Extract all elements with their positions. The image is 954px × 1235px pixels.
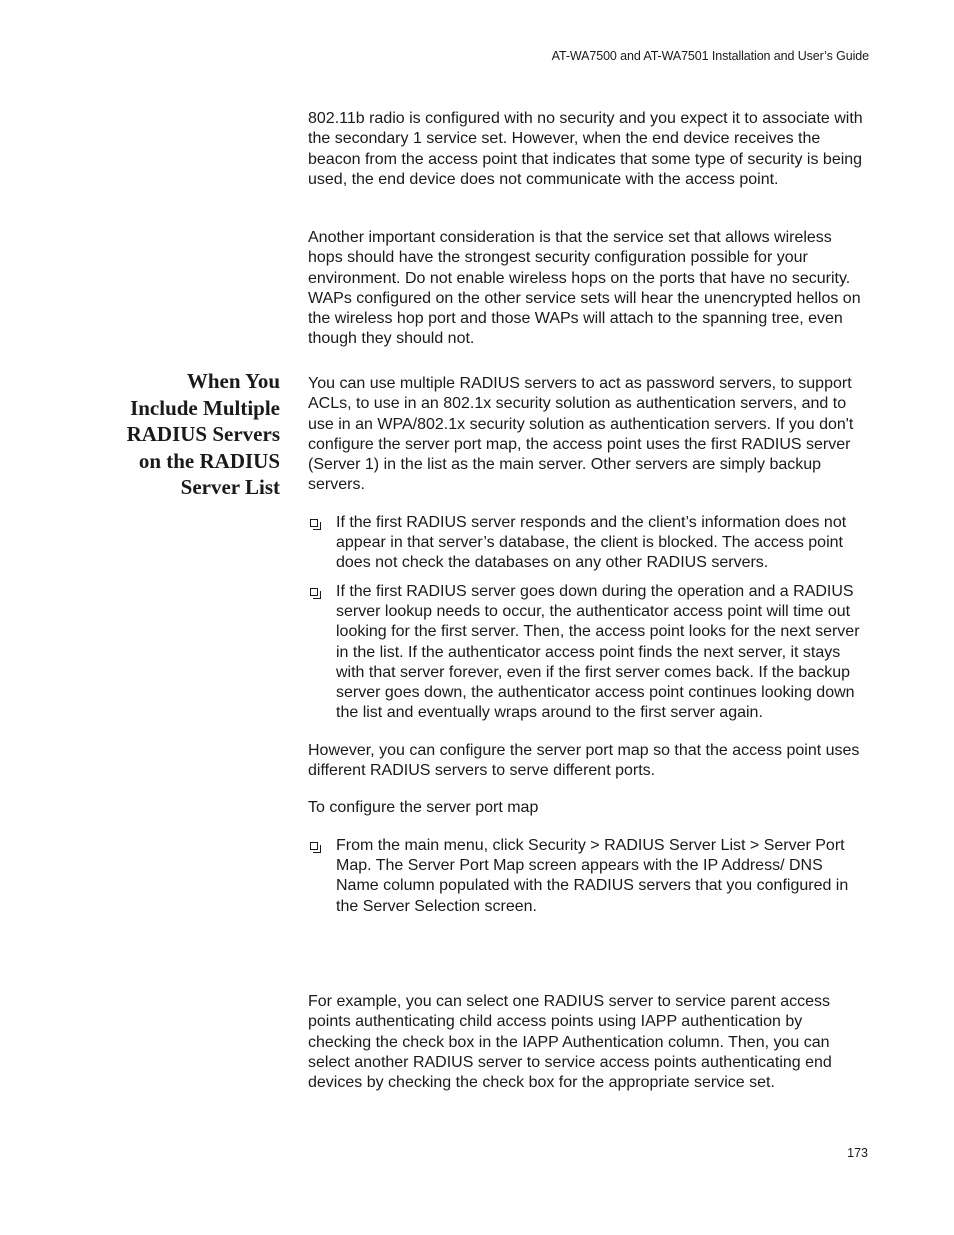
page-number: 173 [847,1146,868,1160]
section-paragraph-2: However, you can configure the server port map so that the access point uses different RADIUS servers to serve different ports. [308,741,860,780]
list-item [308,582,868,724]
heading-line: Include Multiple [130,395,280,420]
paragraph-text: 802.11b radio is configured with no security and you expect it to associate with the secondary 1 service set. However, when the end device receives the beacon from the access point that indicates that some type of security is being used, the end device does not communicate with the access point. [308,110,863,188]
bullet-list [308,513,868,724]
heading-line: When You [186,369,280,393]
procedure-list [308,836,868,917]
paragraph-text: Another important consideration is that the service set that allows wireless hops should have the strongest security configuration possible for your environment. Do not enable wireless hops on the ports that have no security. WAPs configured on the other service sets will hear the unencrypted hellos on the wireless hop port and those WAPs will attach to the spanning tree, even though they should not. [308,229,861,348]
checkbox-bullet-icon [310,842,318,850]
paragraph-text: For example, you can select one RADIUS server to service parent access points authenticating child access points using IAPP authentication by checking the check box in the IAPP Authentication column. Then, you can select another RADIUS server to service access points authenticating end devices by checking the check box for the appropriate service set. [308,993,832,1092]
list-item-text: If the first RADIUS server goes down during the operation and a RADIUS server lookup needs to occur, the authenticator access point will time out looking for the first server. Then, the access point looks for the next server in the list. If the authenticator access point finds the next server, it stays with that server forever, even if the first server comes back. If the backup server goes down, the authenticator access point continues looking down the list and eventually wraps around to the first server again. [336,582,860,722]
checkbox-bullet-icon [310,588,318,596]
heading-line: on the RADIUS [138,448,280,473]
section-paragraph-1: You can use multiple RADIUS servers to act as password servers, to support ACLs, to use in an 802.1x security solution as authentication servers, and to use in an WPA/802.1x security solution as authentication servers. If you don't configure the server port map, the access point uses the first RADIUS server (Server 1) in the list as the main server. Other servers are simply backup servers. [308,375,854,494]
intro-paragraph-2 [308,228,868,350]
heading-line: RADIUS Servers [126,422,280,446]
list-item [308,836,868,917]
intro-paragraph-1 [308,109,868,190]
list-item [308,513,868,574]
section-heading [60,368,280,501]
running-header: AT-WA7500 and AT-WA7501 Installation and User’s Guide [551,49,869,63]
procedure-intro: To configure the server port map [308,799,539,817]
heading-line: Server List [180,475,280,499]
section-body [308,374,868,917]
example-paragraph [308,992,868,1093]
list-item-text: From the main menu, click Security > RADIUS Server List > Server Port Map. The Server Port Map screen appears with the IP Address/ DNS Name column populated with the RADIUS servers that you configured in the Server Selection screen. [336,836,849,915]
list-item-text: If the first RADIUS server responds and the client’s information does not appear in that server’s database, the client is blocked. The access point does not check the databases on any other RADIUS servers. [336,513,847,572]
checkbox-bullet-icon [310,519,318,527]
